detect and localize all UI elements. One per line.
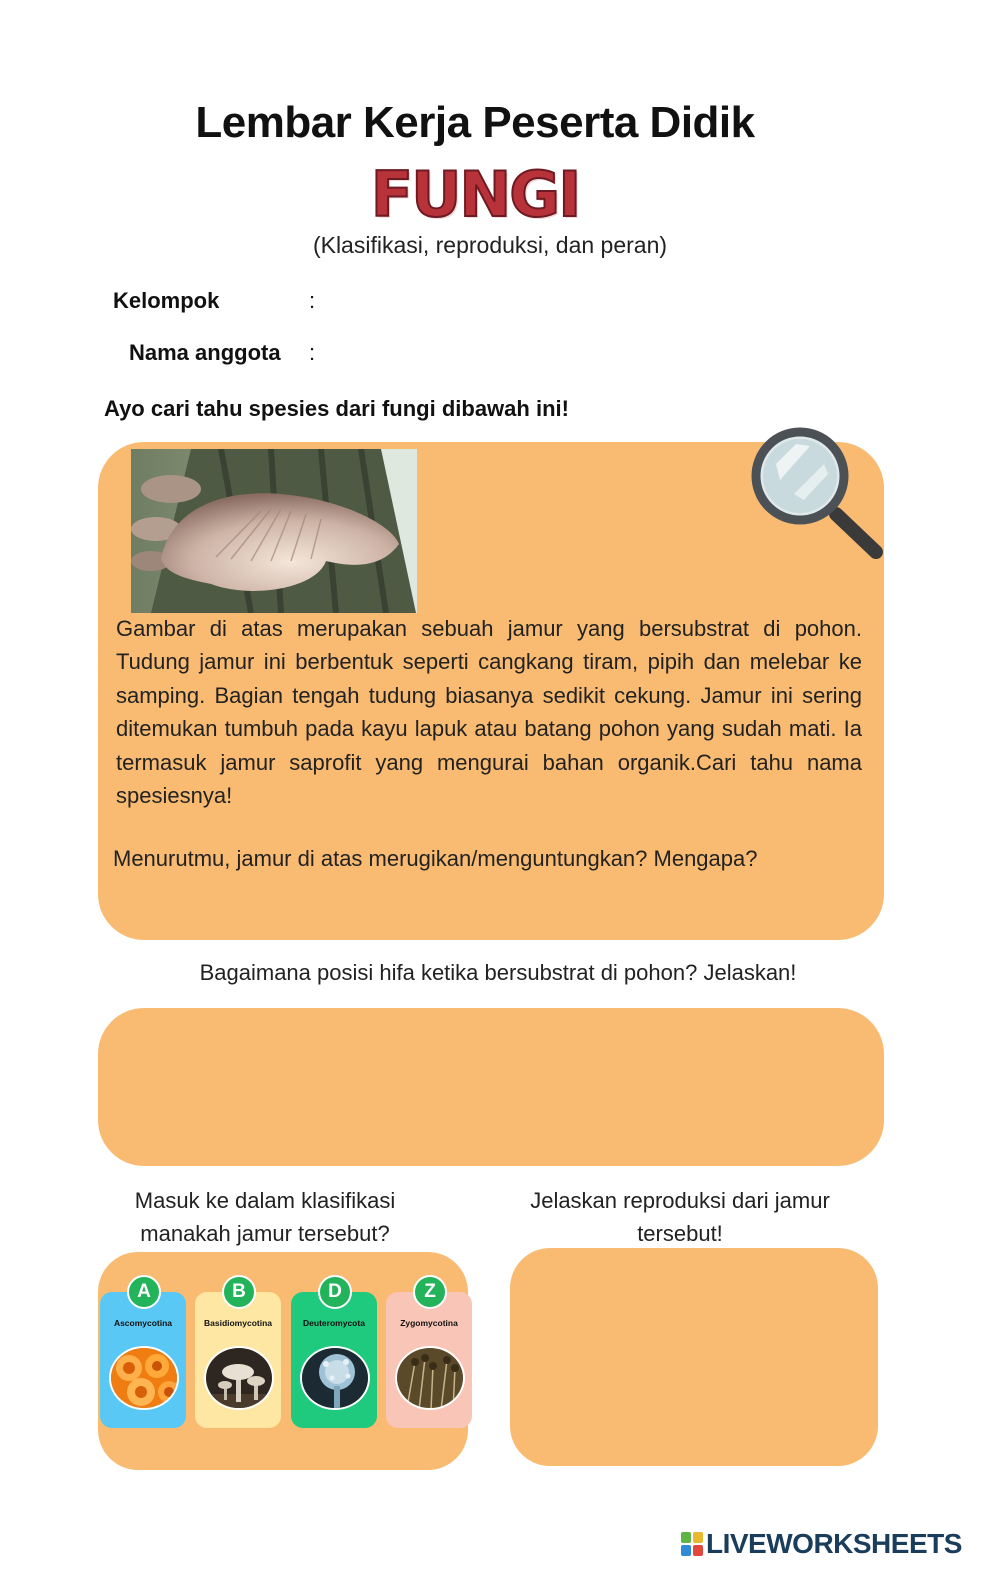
- option-letter-badge: B: [222, 1275, 256, 1309]
- magnifying-glass-icon: [748, 424, 888, 564]
- option-letter-badge: Z: [413, 1275, 447, 1309]
- class-option-z[interactable]: [386, 1281, 472, 1428]
- basidiomycota-photo: [204, 1346, 274, 1410]
- group-colon: :: [309, 288, 316, 313]
- liveworksheets-icon: [681, 1532, 703, 1556]
- option-letter-badge: D: [318, 1275, 352, 1309]
- benefit-question: Menurutmu, jamur di atas merugikan/menguntungkan? Mengapa?: [113, 846, 758, 871]
- group-label: Kelompok: [113, 288, 220, 313]
- zygomycota-photo: [395, 1346, 465, 1410]
- liveworksheets-logo: [681, 1528, 962, 1560]
- subtitle: (Klasifikasi, reproduksi, dan peran): [312, 232, 668, 258]
- mushroom-description: Gambar di atas merupakan sebuah jamur yang bersubstrat di pohon. Tudung jamur ini berbentuk seperti cangkang tiram, pipih dan melebar ke samping. Bagian tengah tudung biasanya sedikit cekung. Jamur ini sering ditemukan tumbuh pada kayu lapuk atau batang pohon yang sudah mati. Ia termasuk jamur saprofit yang mengurai bahan organik.Cari tahu nama spesiesnya!: [116, 616, 862, 809]
- members-colon: :: [309, 340, 316, 365]
- topic-heading: FUNGI: [370, 158, 580, 231]
- option-name: Zygomycotina: [400, 1318, 458, 1328]
- reproduction-answer-box[interactable]: [510, 1248, 878, 1466]
- option-name: Ascomycotina: [113, 1318, 173, 1328]
- worksheet-title: Lembar Kerja Peserta Didik: [195, 98, 755, 147]
- hifa-answer-box[interactable]: [98, 1008, 884, 1166]
- hifa-question: Bagaimana posisi hifa ketika bersubstrat di pohon? Jelaskan!: [199, 960, 797, 985]
- ascomycota-photo: [109, 1346, 179, 1410]
- deuteromycota-photo: [300, 1346, 370, 1410]
- class-option-b[interactable]: [195, 1281, 281, 1428]
- option-letter-badge: A: [127, 1275, 161, 1309]
- class-option-d[interactable]: [291, 1281, 377, 1428]
- class-option-a[interactable]: [100, 1281, 186, 1428]
- option-name: Deuteromycota: [303, 1318, 365, 1328]
- brand-name: LIVEWORKSHEETS: [706, 1528, 962, 1559]
- oyster-mushroom-photo: [131, 449, 417, 613]
- classification-question: Masuk ke dalam klasifikasi manakah jamur tersebut?: [134, 1188, 396, 1246]
- members-label: Nama anggota: [129, 340, 281, 365]
- option-name: Basidiomycotina: [203, 1318, 273, 1328]
- reproduction-question: Jelaskan reproduksi dari jamur tersebut!: [530, 1188, 830, 1246]
- instruction-prompt: Ayo cari tahu spesies dari fungi dibawah ini!: [104, 396, 569, 421]
